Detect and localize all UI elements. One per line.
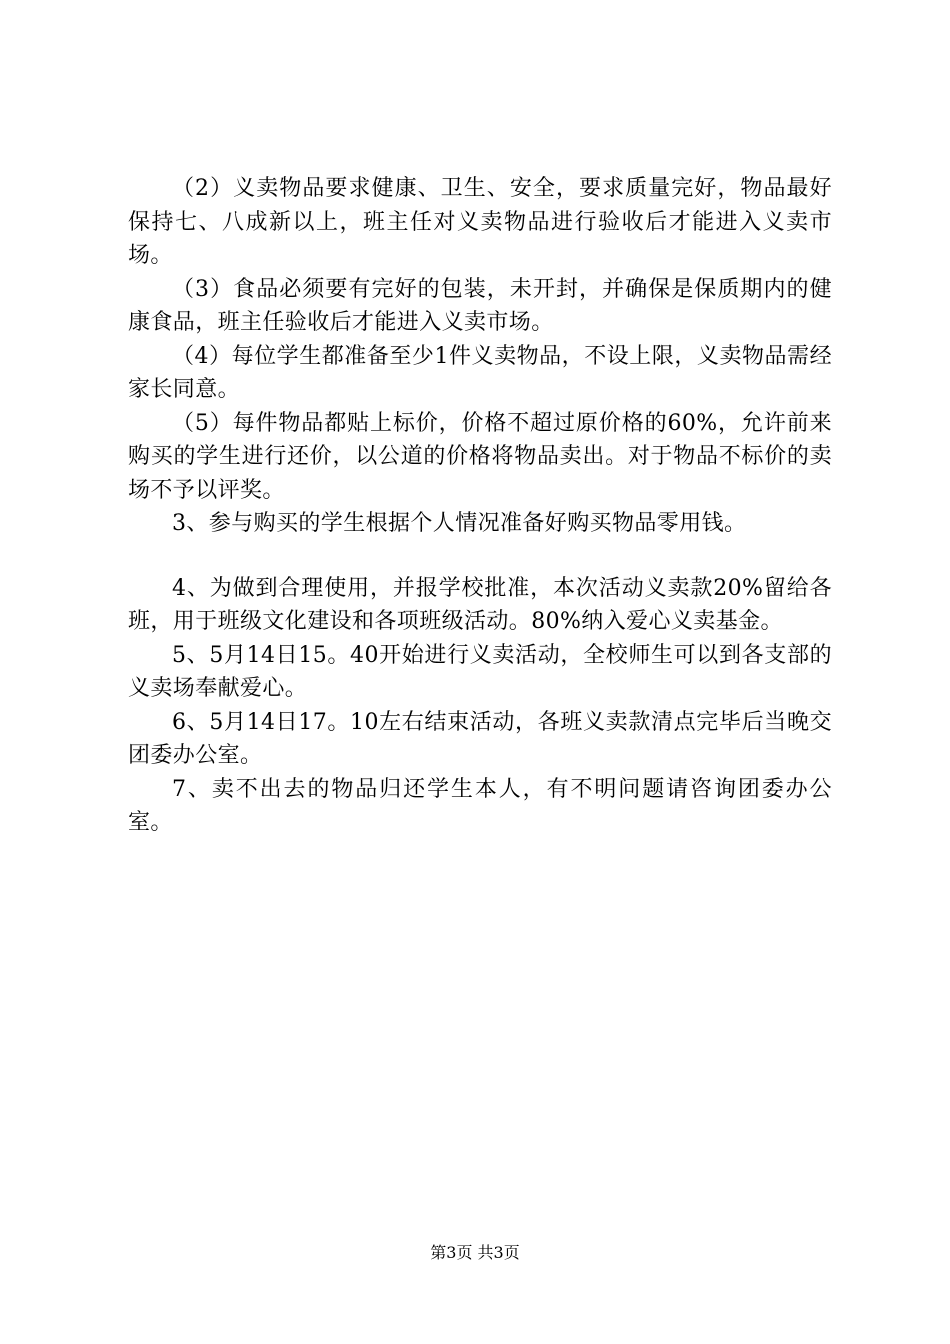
paragraph-item-4: （4）每位学生都准备至少1件义卖物品，不设上限，义卖物品需经家长同意。 bbox=[128, 343, 832, 402]
paragraph-section-7: 7、卖不出去的物品归还学生本人，有不明问题请咨询团委办公室。 bbox=[128, 776, 832, 835]
paragraph-item-3: （3）食品必须要有完好的包装，未开封，并确保是保质期内的健康食品，班主任验收后才能进入义卖市场。 bbox=[128, 276, 832, 335]
paragraph-section-6: 6、5月14日17。10左右结束活动，各班义卖款清点完毕后当晚交团委办公室。 bbox=[128, 709, 832, 768]
paragraph-section-3: 3、参与购买的学生根据个人情况准备好购买物品零用钱。 bbox=[172, 511, 747, 536]
paragraph-item-5: （5）每件物品都贴上标价，价格不超过原价格的60%，允许前来购买的学生进行还价，以公道的价格将物品卖出。对于物品不标价的卖场不予以评奖。 bbox=[128, 410, 832, 503]
paragraph-section-5: 5、5月14日15。40开始进行义卖活动，全校师生可以到各支部的义卖场奉献爱心。 bbox=[128, 642, 832, 701]
paragraph-section-4: 4、为做到合理使用，并报学校批准，本次活动义卖款20%留给各班，用于班级文化建设和各项班级活动。80%纳入爱心义卖基金。 bbox=[128, 575, 832, 634]
paragraph-item-2: （2）义卖物品要求健康、卫生、安全，要求质量完好，物品最好保持七、八成新以上，班主任对义卖物品进行验收后才能进入义卖市场。 bbox=[128, 176, 832, 268]
document-body bbox=[128, 172, 832, 840]
page-number-footer: 第3页 共3页 bbox=[430, 1243, 520, 1262]
